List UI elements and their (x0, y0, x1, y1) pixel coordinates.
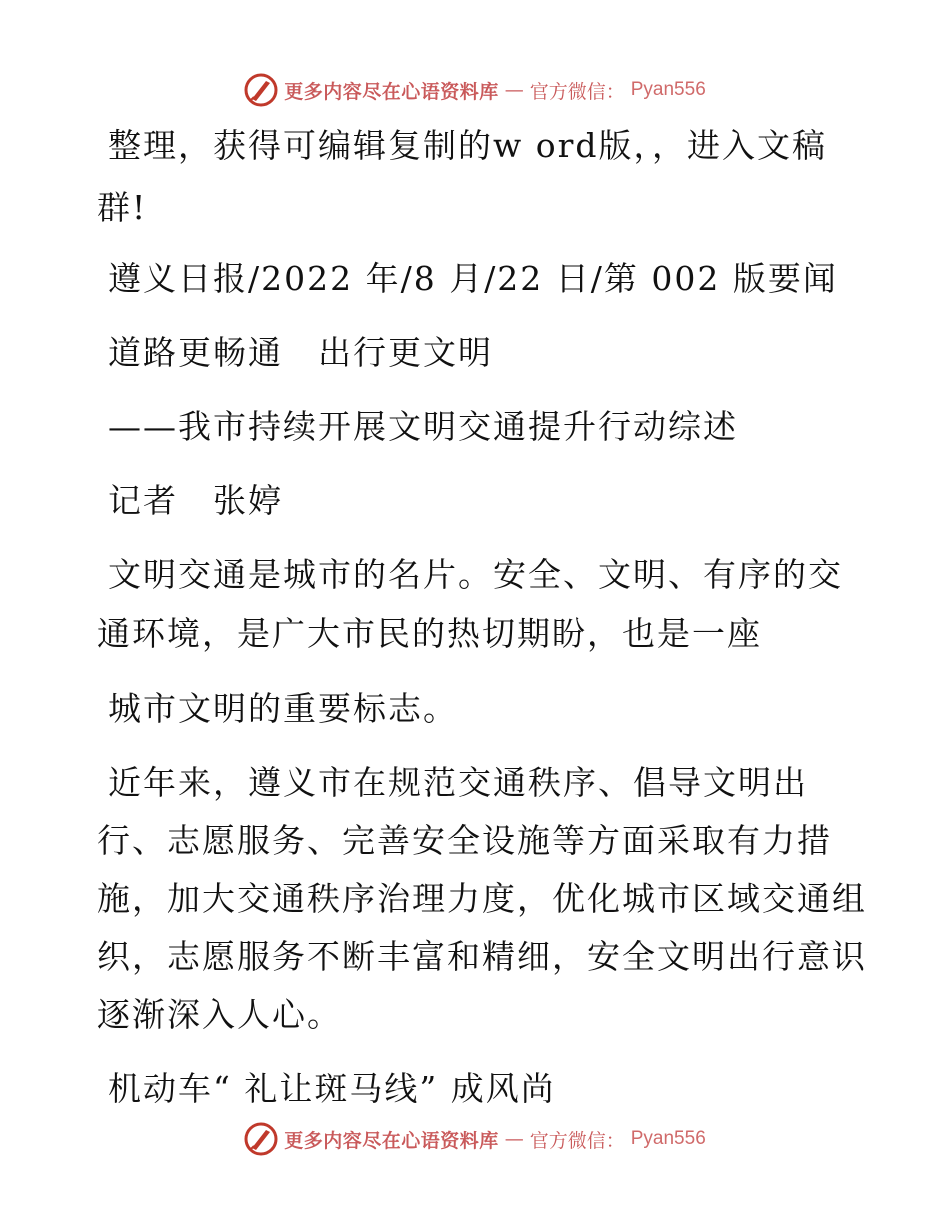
paragraph-3-line-1: 近年来，遵义市在规范交通秩序、倡导文明出 (108, 763, 808, 802)
text-line-1: 整理，获得可编辑复制的w ord版，，进入文稿 (108, 126, 828, 165)
quill-logo-icon (244, 1122, 278, 1156)
article-dateline: 遵义日报/2022 年/8 月/22 日/第 002 版要闻 (108, 259, 838, 298)
paragraph-1-line-2: 通环境，是广大市民的热切期盼，也是一座 (97, 614, 762, 653)
header-banner-text: 更多内容尽在心语资料库 (284, 80, 499, 103)
paragraph-1-line-1: 文明交通是城市的名片。安全、文明、有序的交 (108, 555, 843, 594)
article-subtitle: ——我市持续开展文明交通提升行动综述 (108, 407, 738, 446)
text-line-2: 群! (97, 188, 148, 227)
article-byline: 记者 张婷 (108, 481, 283, 520)
footer-wechat-handle: Pyan556 (630, 1128, 706, 1149)
footer-wechat-label: 官方微信： (529, 1129, 625, 1152)
quill-logo-icon (244, 73, 278, 107)
paragraph-2-line-1: 城市文明的重要标志。 (108, 689, 458, 728)
header-wechat-handle: Pyan556 (630, 79, 706, 100)
header-watermark-banner (0, 70, 950, 110)
header-wechat-label: 官方微信： (529, 80, 625, 103)
paragraph-3-line-2: 行、志愿服务、完善安全设施等方面采取有力措 (97, 821, 832, 860)
header-banner-dash: — (504, 79, 524, 101)
paragraph-3-line-4: 织，志愿服务不断丰富和精细，安全文明出行意识 (97, 937, 867, 976)
section-heading: 机动车“ 礼让斑马线” 成风尚 (108, 1069, 556, 1108)
paragraph-3-line-3: 施，加大交通秩序治理力度，优化城市区域交通组 (97, 879, 867, 918)
paragraph-3-line-5: 逐渐深入人心。 (97, 995, 342, 1034)
footer-watermark-banner (0, 1119, 950, 1159)
footer-banner-text: 更多内容尽在心语资料库 (284, 1129, 499, 1152)
footer-banner-dash: — (504, 1128, 524, 1150)
article-title: 道路更畅通 出行更文明 (108, 333, 493, 372)
